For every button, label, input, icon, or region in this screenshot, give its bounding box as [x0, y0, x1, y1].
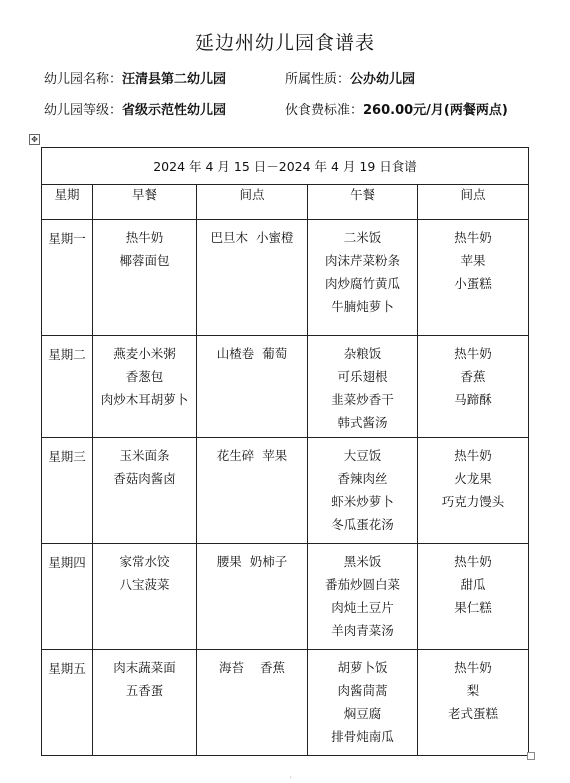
- menu-item: 黑米饭: [343, 554, 382, 569]
- kindergarten-grade: [44, 99, 226, 118]
- breakfast-cell: [93, 544, 197, 650]
- menu-item: 巴旦木 小蜜橙: [210, 230, 294, 245]
- menu-item: 甜瓜: [460, 577, 486, 592]
- header-snack-afternoon: 间点: [418, 185, 529, 220]
- menu-item: 香蕉: [460, 369, 486, 384]
- header-weekday: 星期: [42, 185, 93, 220]
- table-caption-row: [42, 148, 529, 185]
- weekday-cell: 星期一: [42, 220, 93, 336]
- menu-item: 热牛奶: [454, 660, 492, 675]
- kindergarten-name-label: 幼儿园名称：: [44, 72, 123, 87]
- menu-item: 韭菜炒香干: [331, 392, 394, 407]
- menu-item: 肉沫芹菜粉条: [324, 253, 400, 268]
- breakfast-cell: [93, 220, 197, 336]
- menu-item: 杂粮饭: [343, 346, 382, 361]
- menu-item: 热牛奶: [454, 230, 492, 245]
- document-title: 延边州幼儿园食谱表: [194, 32, 375, 54]
- menu-item: 果仁糕: [454, 600, 492, 615]
- menu-item: 燕麦小米粥: [113, 346, 176, 361]
- menu-item: 巧克力馒头: [441, 494, 505, 509]
- table-row: [42, 336, 529, 438]
- kindergarten-nature: [285, 68, 415, 87]
- kindergarten-grade-label: 幼儿园等级：: [44, 103, 123, 118]
- table-row: [42, 650, 529, 756]
- table-row: [42, 438, 529, 544]
- table-header-row: [42, 185, 529, 220]
- menu-item: 老式蛋糕: [448, 706, 499, 721]
- breakfast-cell: [93, 650, 197, 756]
- menu-item: 热牛奶: [125, 230, 164, 245]
- meal-fee-label: 伙食费标准：: [285, 103, 364, 118]
- menu-item: 肉炖土豆片: [331, 600, 394, 615]
- table-caption: 2024 年 4 月 15 日－2024 年 4 月 19 日食谱: [42, 148, 529, 185]
- menu-item: 肉炒木耳胡萝卜: [100, 392, 189, 407]
- page-marker: ': [290, 776, 292, 783]
- lunch-cell: [308, 220, 418, 336]
- menu-item: 八宝菠菜: [119, 577, 170, 592]
- weekday-cell: 星期三: [42, 438, 93, 544]
- morning-snack-cell: [197, 438, 308, 544]
- lunch-cell: [308, 438, 418, 544]
- weekday-cell: 星期五: [42, 650, 93, 756]
- menu-item: 花生碎 苹果: [216, 448, 288, 463]
- menu-item: 苹果: [460, 253, 486, 268]
- morning-snack-cell: [197, 336, 308, 438]
- morning-snack-cell: [197, 650, 308, 756]
- afternoon-snack-cell: [418, 650, 529, 756]
- table-resize-handle[interactable]: [527, 752, 535, 760]
- morning-snack-cell: [197, 220, 308, 336]
- menu-item: 海苔 香蕉: [219, 660, 285, 675]
- menu-item: 腰果 奶柿子: [216, 554, 288, 569]
- table-row: [42, 544, 529, 650]
- menu-item: 排骨炖南瓜: [331, 729, 394, 744]
- menu-item: 山楂卷 葡萄: [216, 346, 288, 361]
- afternoon-snack-cell: [418, 220, 529, 336]
- menu-item: 香辣肉丝: [337, 471, 388, 486]
- menu-item: 玉米面条: [119, 448, 170, 463]
- menu-item: 牛腩炖萝卜: [331, 299, 394, 314]
- menu-item: 羊肉青菜汤: [331, 623, 394, 638]
- header-lunch: 午餐: [308, 185, 418, 220]
- weekday-cell: 星期四: [42, 544, 93, 650]
- menu-item: 梨: [466, 683, 480, 698]
- afternoon-snack-cell: [418, 336, 529, 438]
- menu-item: 马蹄酥: [454, 392, 492, 407]
- menu-item: 家常水饺: [119, 554, 170, 569]
- kindergarten-nature-label: 所属性质：: [285, 72, 351, 87]
- meal-fee-value: 260.00元/月(两餐两点): [363, 103, 508, 118]
- afternoon-snack-cell: [418, 544, 529, 650]
- lunch-cell: [308, 650, 418, 756]
- menu-item: 肉末蔬菜面: [113, 660, 176, 675]
- kindergarten-nature-value: 公办幼儿园: [350, 72, 416, 87]
- menu-item: 火龙果: [454, 471, 492, 486]
- menu-item: 可乐翅根: [337, 369, 388, 384]
- menu-item: 热牛奶: [454, 554, 492, 569]
- kindergarten-grade-value: 省级示范性幼儿园: [122, 103, 227, 118]
- menu-table: [41, 147, 529, 756]
- afternoon-snack-cell: [418, 438, 529, 544]
- table-move-handle-icon[interactable]: ✥: [29, 134, 40, 145]
- kindergarten-name-value: 汪清县第二幼儿园: [122, 72, 227, 87]
- menu-item: 虾米炒萝卜: [331, 494, 394, 509]
- menu-item: 冬瓜蛋花汤: [331, 517, 394, 532]
- weekday-cell: 星期二: [42, 336, 93, 438]
- menu-item: 胡萝卜饭: [337, 660, 388, 675]
- kindergarten-name: [44, 68, 226, 87]
- menu-item: 热牛奶: [454, 346, 492, 361]
- header-breakfast: 早餐: [93, 185, 197, 220]
- lunch-cell: [308, 544, 418, 650]
- menu-item: 大豆饭: [343, 448, 382, 463]
- menu-item: 香葱包: [125, 369, 164, 384]
- menu-item: 韩式酱汤: [337, 415, 388, 430]
- header-snack-morning: 间点: [197, 185, 308, 220]
- menu-item: 肉酱茼蒿: [337, 683, 388, 698]
- lunch-cell: [308, 336, 418, 438]
- menu-item: 番茄炒圆白菜: [324, 577, 400, 592]
- menu-item: 香菇肉酱卤: [113, 471, 176, 486]
- breakfast-cell: [93, 438, 197, 544]
- meal-fee: [285, 99, 508, 118]
- menu-item: 二米饭: [343, 230, 382, 245]
- menu-item: 肉炒腐竹黄瓜: [324, 276, 400, 291]
- menu-item: 焖豆腐: [343, 706, 382, 721]
- table-row: [42, 220, 529, 336]
- menu-item: 热牛奶: [454, 448, 492, 463]
- menu-item: 椰蓉面包: [119, 253, 170, 268]
- breakfast-cell: [93, 336, 197, 438]
- menu-item: 小蛋糕: [454, 276, 492, 291]
- morning-snack-cell: [197, 544, 308, 650]
- menu-item: 五香蛋: [125, 683, 164, 698]
